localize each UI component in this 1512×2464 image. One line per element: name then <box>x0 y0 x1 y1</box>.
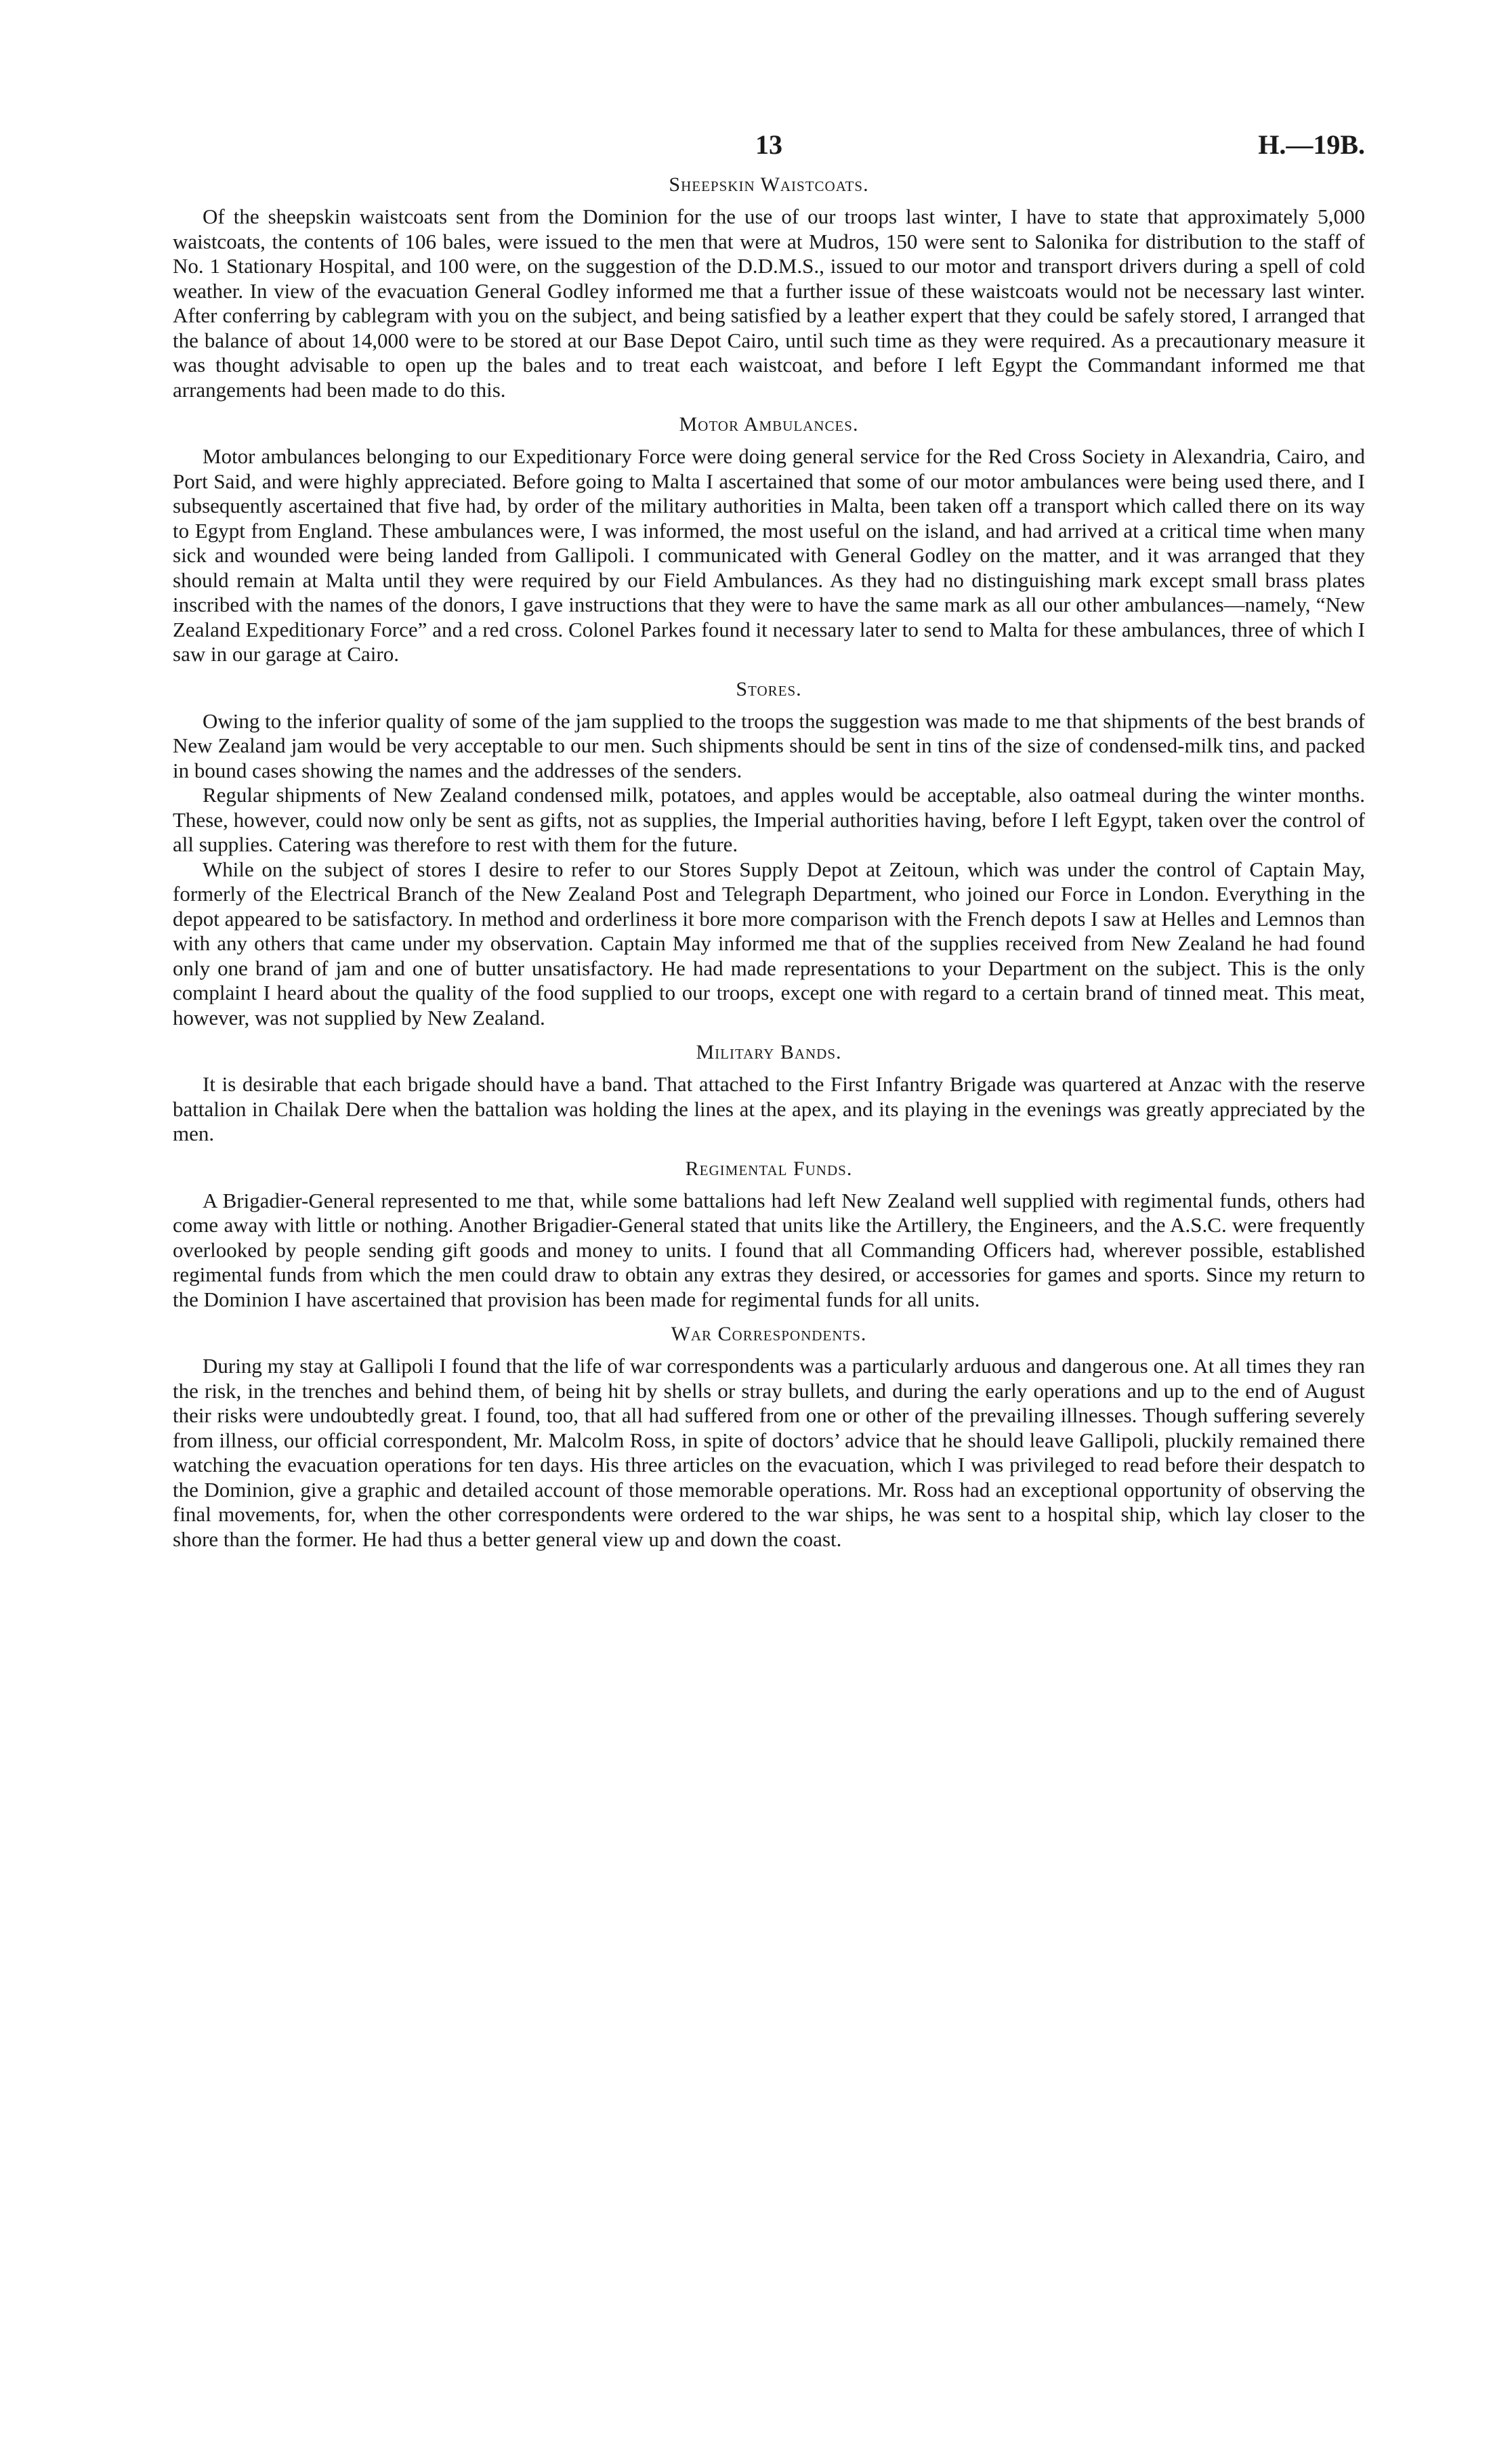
paragraph: Owing to the inferior quality of some of the jam supplied to the troops the suggestion was made to me that shipments of the best brands of New Zealand jam would be very acceptable to our men. Such shipments should be sent in tins of the size of condensed-milk tins, and packed in bound cases showing the names and the addresses of the senders. <box>173 708 1365 782</box>
document-reference: H.—19B. <box>1258 129 1365 160</box>
paragraph: While on the subject of stores I desire to refer to our Stores Supply Depot at Zeitoun, which was under the control of Captain May, formerly of the Electrical Branch of the New Zealand Post and Telegraph Department, who joined our Force in London. Everything in the depot appeared to be satisfactory. In method and orderliness it bore more comparison with the French depots I saw at Helles and Lemnos than with any others that came under my observation. Captain May informed me that of the supplies received from New Zealand he had found only one brand of jam and one of butter unsatisfactory. He had made representations to your Department on the subject. This is the only complaint I heard about the quality of the food supplied to our troops, except one with regard to a certain brand of tinned meat. This meat, however, was not supplied by New Zealand. <box>173 857 1365 1029</box>
section-heading: Sheepskin Waistcoats. <box>669 173 869 196</box>
section-heading: Military Bands. <box>696 1041 842 1063</box>
paragraph: During my stay at Gallipoli I found that the life of war correspondents was a particularly arduous and dangerous one. At all times they ran the risk, in the trenches and behind them, of being hit by shells or stray bullets, and during the early operations and up to the end of August their risks were undoubtedly great. I found, too, that all had suffered from one or other of the prevailing illnesses. Though suffering severely from illness, our official correspondent, Mr. Malcolm Ross, in spite of doctors’ advice that he should leave Gallipoli, pluckily remained there watching the evacuation operations for ten days. His three articles on the evacuation, which I was privileged to read before their despatch to the Dominion, give a graphic and detailed account of those memorable operations. Mr. Ross had an exceptional opportunity of observing the final movements, for, when the other correspondents were ordered to the war ships, he was sent to a hospital ship, which lay closer to the shore than the former. He had thus a better general view up and down the coast. <box>173 1354 1365 1551</box>
paragraph: Of the sheepskin waistcoats sent from the Dominion for the use of our troops last winter, I have to state that approximately 5,000 waistcoats, the contents of 106 bales, were issued to the men that were at Mudros, 150 were sent to Salonika for distribution to the staff of No. 1 Stationary Hospital, and 100 were, on the suggestion of the D.D.M.S., issued to our motor and transport drivers during a spell of cold weather. In view of the evacuation General Godley informed me that a further issue of these waistcoats would not be necessary last winter. After conferring by cablegram with you on the subject, and being satisfied by a leather expert that they could be safely stored, I arranged that the balance of about 14,000 were to be stored at our Base Depot Cairo, until such time as they were required. As a precautionary measure it was thought advisable to open up the bales and to treat each waistcoat, and before I left Egypt the Commandant informed me that arrangements had been made to do this. <box>173 205 1365 402</box>
section-heading: Motor Ambulances. <box>679 413 859 436</box>
document-page <box>173 102 1365 1552</box>
paragraph: A Brigadier-General represented to me that, while some battalions had left New Zealand well supplied with regimental funds, others had come away with little or nothing. Another Brigadier-General stated that units like the Artillery, the Engineers, and the A.S.C. were frequently overlooked by people sending gift goods and money to units. I found that all Commanding Officers had, wherever possible, established regimental funds from which the men could draw to obtain any extras they desired, or accessories for games and sports. Since my return to the Dominion I have ascertained that provision has been made for regimental funds for all units. <box>173 1188 1365 1311</box>
section-heading: War Correspondents. <box>671 1323 867 1345</box>
paragraph: Motor ambulances belonging to our Expeditionary Force were doing general service for the Red Cross Society in Alexandria, Cairo, and Port Said, and were highly appreciated. Before going to Malta I ascertained that some of our motor ambulances were being used there, and I subsequently ascertained that five had, by order of the military authorities in Malta, been taken off a transport which called there on its way to Egypt from England. These ambulances were, I was informed, the most useful on the island, and had arrived at a critical time when many sick and wounded were being landed from Gallipoli. I communicated with General Godley on the matter, and it was arranged that they should remain at Malta until they were required by our Field Ambulances. As they had no distinguishing mark except small brass plates inscribed with the names of the donors, I gave instructions that they were to have the same mark as all our other ambulances—namely, “New Zealand Expeditionary Force” and a red cross. Colonel Parkes found it necessary later to send to Malta for these ambulances, three of which I saw in our garage at Cairo. <box>173 444 1365 666</box>
paragraph: It is desirable that each brigade should have a band. That attached to the First Infantry Brigade was quartered at Anzac with the reserve battalion in Chailak Dere when the battalion was holding the lines at the apex, and its playing in the evenings was greatly appreciated by the men. <box>173 1072 1365 1145</box>
section-stores <box>173 675 1365 1031</box>
section-heading: Stores. <box>736 677 802 700</box>
section-regimental-funds <box>173 1155 1365 1313</box>
section-motor-ambulances <box>173 410 1365 667</box>
page-number: 13 <box>755 129 782 160</box>
section-sheepskin-waistcoats <box>173 171 1365 402</box>
page-header <box>173 102 1365 163</box>
paragraph: Regular shipments of New Zealand condensed milk, potatoes, and apples would be acceptable, also oatmeal during the winter months. These, however, could now only be sent as gifts, not as supplies, the Imperial authorities having, before I left Egypt, taken over the control of all supplies. Catering was therefore to rest with them for the future. <box>173 783 1365 856</box>
section-war-correspondents <box>173 1320 1365 1552</box>
section-military-bands <box>173 1038 1365 1147</box>
section-heading: Regimental Funds. <box>685 1157 853 1180</box>
